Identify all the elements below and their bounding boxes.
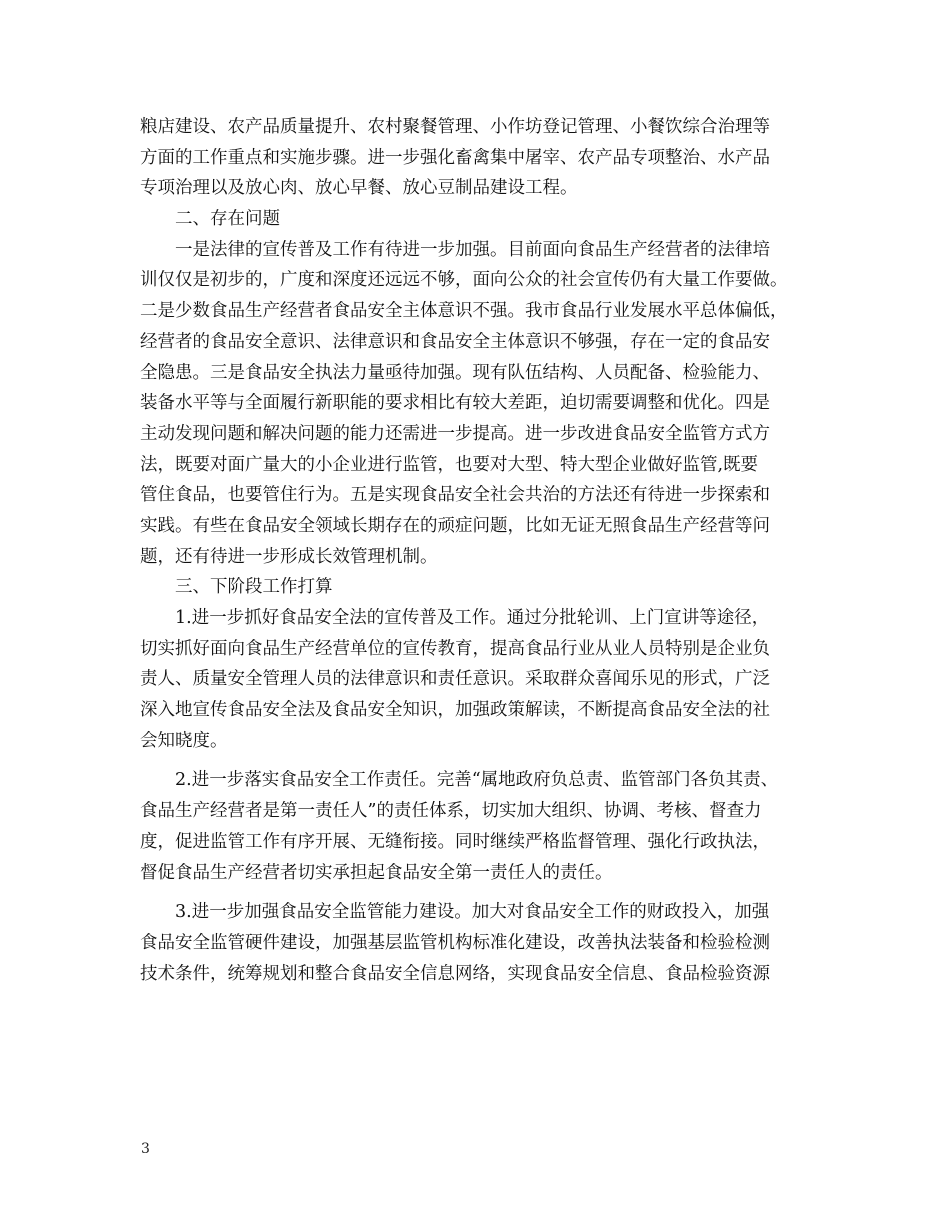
text-line: 责人、质量安全管理人员的法律意识和责任意识。采取群众喜闻乐见的形式，广泛	[140, 669, 770, 690]
text-line: 深入地宣传食品安全法及食品安全知识，加强政策解读，不断提高食品安全法的社	[140, 700, 770, 721]
text-line: 方面的工作重点和实施步骤。进一步强化畜禽集中屠宰、农产品专项整治、水产品	[140, 147, 770, 168]
text-line: 会知晓度。	[140, 730, 228, 751]
document-body	[140, 112, 820, 989]
text-line: 食品安全监管硬件建设，加强基层监管机构标准化建设，改善执法装备和检验检测	[140, 932, 770, 953]
paragraph-gap	[140, 888, 820, 897]
text-line: 技术条件，统筹规划和整合食品安全信息网络，实现食品安全信息、食品检验资源	[140, 963, 770, 984]
text-line: 全隐患。三是食品安全执法力量亟待加强。现有队伍结构、人员配备、检验能力、	[140, 362, 770, 383]
text-line: 督促食品生产经营者切实承担起食品安全第一责任人的责任。	[140, 862, 613, 883]
text-line: 2.进一步落实食品安全工作责任。完善“属地政府负总责、监管部门各负其责、	[175, 770, 779, 791]
text-line: 3.进一步加强食品安全监管能力建设。加大对食品安全工作的财政投入，加强	[175, 902, 770, 923]
text-line: 1.进一步抓好食品安全法的宣传普及工作。通过分批轮训、上门宣讲等途径，	[175, 608, 770, 628]
text-line: 主动发现问题和解决问题的能力还需进一步提高。进一步改进食品安全监管方式方	[140, 423, 770, 444]
text-line: 训仅仅是初步的，广度和深度还远远不够，面向公众的社会宣传仍有大量工作要做。	[140, 270, 788, 291]
text-line: 题，还有待进一步形成长效管理机制。	[140, 546, 438, 567]
text-line: 法，既要对面广量大的小企业进行监管，也要对大型、特大型企业做好监管,既要	[140, 454, 759, 475]
paragraph-gap	[140, 756, 820, 765]
section-heading-plans: 三、下阶段工作打算	[175, 577, 333, 598]
text-line: 一是法律的宣传普及工作有待进一步加强。目前面向食品生产经营者的法律培	[175, 239, 770, 260]
text-line: 度，促进监管工作有序开展、无缝衔接。同时继续严格监督管理、强化行政执法，	[140, 831, 770, 852]
page-number: 3	[141, 1141, 150, 1157]
text-line: 装备水平等与全面履行新职能的要求相比有较大差距，迫切需要调整和优化。四是	[140, 393, 770, 414]
text-line: 管住食品，也要管住行为。五是实现食品安全社会共治的方法还有待进一步探索和	[140, 485, 770, 506]
section-heading-problems: 二、存在问题	[175, 209, 280, 230]
text-line: 切实抓好面向食品生产经营单位的宣传教育，提高食品行业从业人员特别是企业负	[140, 638, 770, 659]
text-line: 二是少数食品生产经营者食品安全主体意识不强。我市食品行业发展水平总体偏低，	[140, 301, 788, 322]
text-line: 专项治理以及放心肉、放心早餐、放心豆制品建设工程。	[140, 178, 578, 199]
text-line: 粮店建设、农产品质量提升、农村聚餐管理、小作坊登记管理、小餐饮综合治理等	[140, 117, 770, 137]
text-line: 食品生产经营者是第一责任人”的责任体系，切实加大组织、协调、考核、督查力	[140, 801, 762, 822]
text-line: 实践。有些在食品安全领域长期存在的顽症问题，比如无证无照食品生产经营等问	[140, 515, 770, 536]
text-line: 经营者的食品安全意识、法律意识和食品安全主体意识不够强，存在一定的食品安	[140, 331, 770, 352]
